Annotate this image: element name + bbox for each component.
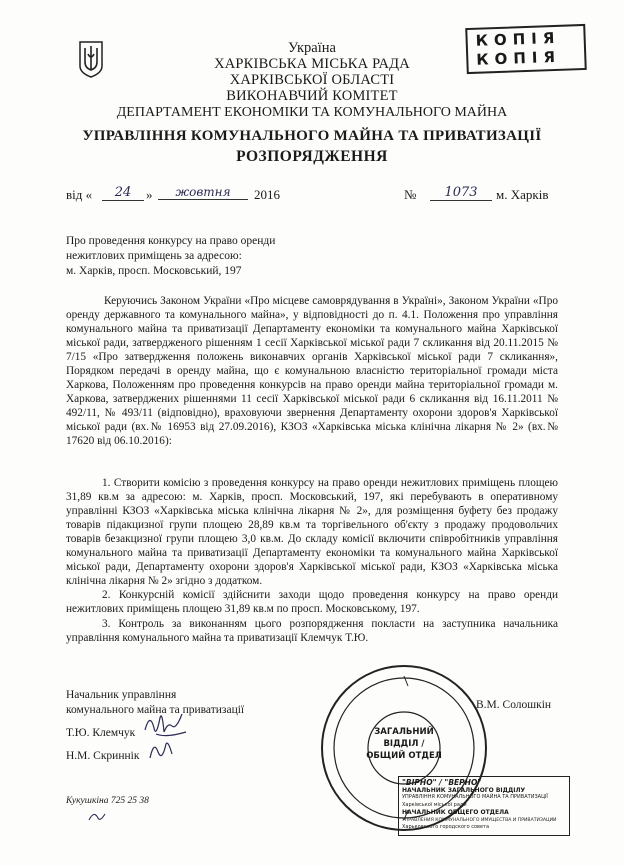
copy-stamp-text-2: КОПІЯ [476,47,562,69]
preamble: Керуючись Законом України «Про місцеве самоврядування в Україні», Законом України «Про оренду державного та комунального майна», у відповідності до п. 4.1. Положення про управління комунального майна та приватизації Департаменту економіки та комунального майна Харківської міської ради, затвердженого рішенням 1 сесії Харківської міської ради 7 скликання від 20.11.2015 № 7/15 «Про затвердження положень виконавчих органів Харківської міської ради 7 скликання», Порядком передачі в оренду майна, що є комунальною власністю територіальної громади міста Харкова, Положенням про проведення конкурсів на право оренди майна територіальної громади м. Харкова, затверджених рішеннями 11 сесії Харківської міської ради 6 скликання від 16.11.2011 № 492/11, № 493/11 (відповідно), враховуючи звернення Департаменту охорони здоров'я Харківської міської ради (вх.№ 16953 від 27.09.2016), КЗОЗ «Харківська міська клінічна лікарня № 2» (вх.№ 17620 від 06.10.2016): [66,295,558,447]
true-copy-stamp-line-5: НАЧАЛЬНИК ОБЩЕГО ОТДЕЛА [402,809,509,816]
header-executive-committee: ВИКОНАВЧИЙ КОМІТЕТ [226,88,398,104]
header-region: ХАРКІВСЬКОЇ ОБЛАСТІ [229,72,395,88]
header-department: ДЕПАРТАМЕНТ ЕКОНОМІКИ ТА КОМУНАЛЬНОГО МАЙНА [116,105,508,120]
seal-center-line-1: ЗАГАЛЬНИЙ [374,727,434,737]
subject-line-1: Про проведення конкурсу на право оренди [66,235,276,247]
approval-person-1: Т.Ю. Клемчук [66,727,136,739]
true-copy-stamp-line-6: УПРАВЛЕНИЯ КОММУНАЛЬНОГО ИМУЩЕСТВА И ПРИВАТИЗАЦИИ [402,817,557,823]
subject-line-2: нежитлових приміщень за адресою: [66,250,242,262]
seal-center-line-2: ВІДДІЛ / [383,739,425,749]
seal-center-line-3: ОБЩИЙ ОТДЕЛ [366,751,442,761]
number-label: № [404,187,417,202]
approval-person-2: Н.М. Скриннік [66,750,140,762]
subject-line-3: м. Харків, просп. Московський, 197 [66,265,242,277]
signature-scribble-2-icon [146,738,176,764]
copy-stamp-text-1: КОПІЯ [475,28,561,50]
date-day: 24 [102,185,144,201]
item-2: 2. Конкурсній комісії здійснити заходи щодо проведення конкурсу на право оренди нежитлових приміщень площею 31,89 кв.м по просп. Московському, 197. [66,589,558,615]
date-year: 2016 [254,187,280,202]
subject-block [66,234,275,279]
signatory-title-line-1: Начальник управління [66,689,177,701]
executor-note: Кукушкіна 725 25 38 [66,796,149,806]
header-directorate: УПРАВЛІННЯ КОМУНАЛЬНОГО МАЙНА ТА ПРИВАТИЗАЦІЇ [82,128,542,144]
header-country: Україна [288,40,336,56]
date-line [66,185,566,205]
item-1: 1. Створити комісію з проведення конкурсу на право оренди нежитлових приміщень площею 31,89 кв.м за адресою: м. Харків, просп. Московський, 197, які перебувають в оперативному управлінні КЗОЗ «Харківська міська клінічна лікарня № 2», для розміщення буфету без продажу товарів підакцизної групи площею 28,89 кв.м та торгівельного об'єкту з продажу продовольчих товарів безакцизної групи площею 3,0 кв.м. До складу комісії включити співробітників управління комунального майна та приватизації Департаменту економіки та комунального майна Харківської міської ради, Департаменту охорони здоров'я Харківської міської ради, КЗОЗ «Харківська міська клінічна лікарня № 2» згідно з додатком. [66,477,558,587]
signatory-title-line-2: комунального майна та приватизації [66,704,245,716]
true-copy-stamp-line-3: УПРАВЛІННЯ КОМУНАЛЬНОГО МАЙНА ТА ПРИВАТИЗАЦІЇ [402,794,548,800]
true-copy-stamp [398,776,570,836]
document-number: 1073 [430,185,492,201]
true-copy-stamp-line-2: НАЧАЛЬНИК ЗАГАЛЬНОГО ВІДДІЛУ [402,786,526,794]
item-3: 3. Контроль за виконанням цього розпорядження покласти на заступника начальника управління комунального майна та приватизації Клемчук Т.Ю. [66,618,558,644]
document-type: РОЗПОРЯДЖЕННЯ [236,148,388,165]
city: м. Харків [496,187,549,202]
date-month: жовтня [158,185,248,200]
true-copy-stamp-line-1: "ВІРНО" / "ВЕРНО" [402,778,482,787]
true-copy-stamp-line-4: Харківської міської ради [402,801,467,808]
signature-scribble-1-icon [142,708,188,742]
date-close-quote: » [146,187,153,202]
date-prefix: від « [66,187,93,202]
executor-initial-icon [86,808,108,824]
header-city-council: ХАРКІВСЬКА МІСЬКА РАДА [214,56,410,72]
true-copy-stamp-line-7: Харьковского городского совета [402,824,490,830]
signatory-name: В.М. Солошкін [476,699,552,711]
